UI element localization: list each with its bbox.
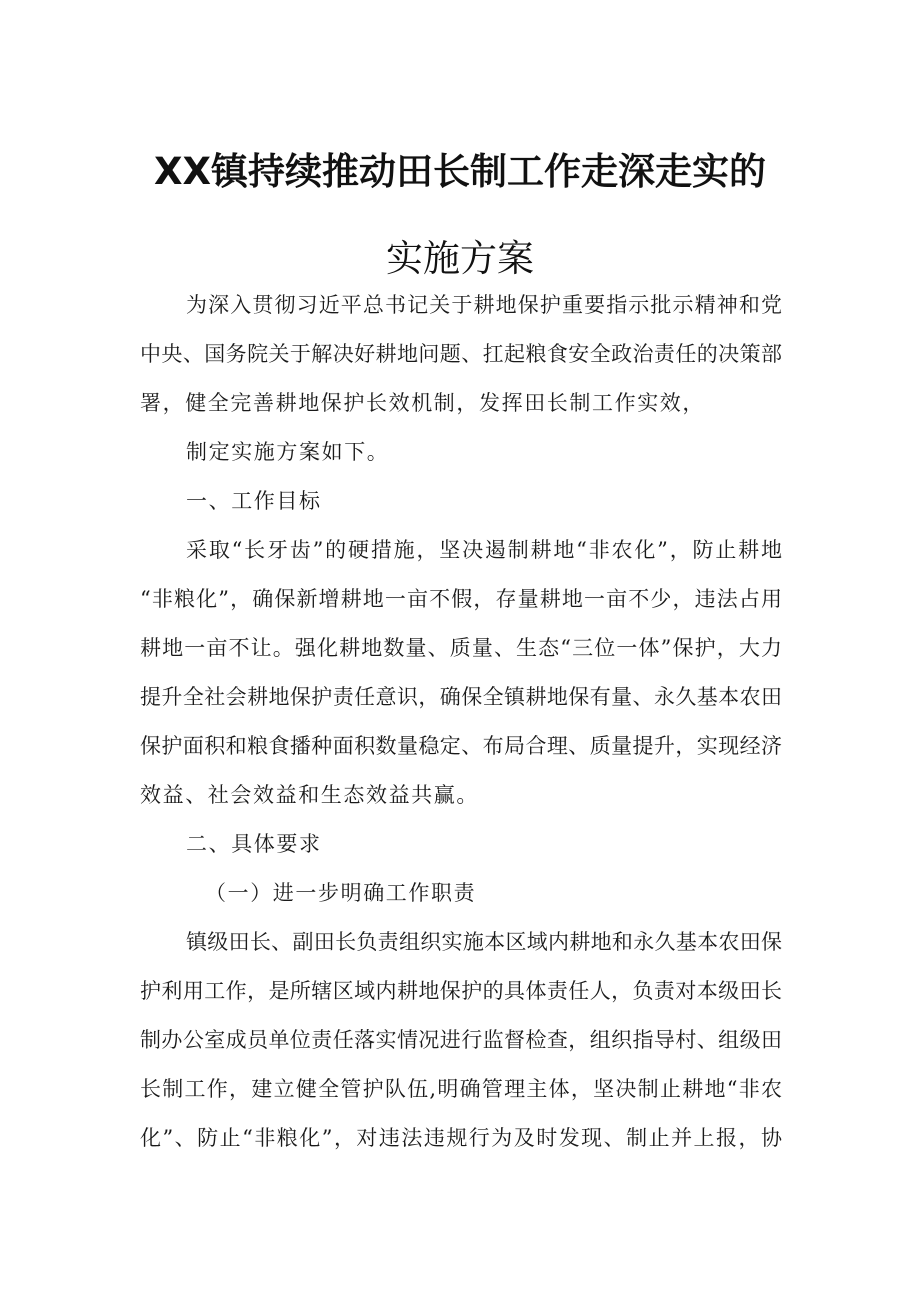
section-heading: 二、具体要求 xyxy=(186,832,322,856)
paragraph-line: 化”、防止“非粮化”，对违法违规行为及时发现、制止并上报，协 xyxy=(140,1126,782,1150)
paragraph-line: 保护面积和粮食播种面积数量稳定、布局合理、质量提升，实现经济 xyxy=(140,734,782,758)
document-title-line-1: XX镇持续推动田长制工作走深走实的 xyxy=(153,150,767,193)
paragraph-line: 制办公室成员单位责任落实情况进行监督检查，组织指导村、组级田 xyxy=(140,1028,782,1052)
paragraph-line: 提升全社会耕地保护责任意识，确保全镇耕地保有量、永久基本农田 xyxy=(140,685,782,709)
document-title-line-2: 实施方案 xyxy=(386,237,534,280)
paragraph-line: 耕地一亩不让。强化耕地数量、质量、生态“三位一体”保护，大力 xyxy=(140,636,782,660)
paragraph-line: 长制工作，建立健全管护队伍,明确管理主体，坚决制止耕地“非农 xyxy=(140,1077,782,1101)
section-heading: 一、工作目标 xyxy=(186,489,322,513)
paragraph-line: 效益、社会效益和生态效益共赢。 xyxy=(140,783,479,807)
paragraph-line: 署，健全完善耕地保护长效机制，发挥田长制工作实效， xyxy=(140,391,705,415)
paragraph-line: 中央、国务院关于解决好耕地问题、扛起粮食安全政治责任的决策部 xyxy=(140,342,782,366)
paragraph-line: 护利用工作，是所辖区域内耕地保护的具体责任人，负责对本级田长 xyxy=(140,979,782,1003)
subsection-heading: （一）进一步明确工作职责 xyxy=(205,881,477,905)
paragraph-line: 为深入贯彻习近平总书记关于耕地保护重要指示批示精神和党 xyxy=(186,293,782,317)
paragraph-line: “非粮化”，确保新增耕地一亩不假，存量耕地一亩不少，违法占用 xyxy=(140,587,782,611)
paragraph-line: 镇级田长、副田长负责组织实施本区域内耕地和永久基本农田保 xyxy=(186,930,782,954)
paragraph-line: 制定实施方案如下。 xyxy=(186,440,390,464)
paragraph-line: 采取“长牙齿”的硬措施，坚决遏制耕地“非农化”，防止耕地 xyxy=(186,538,782,562)
